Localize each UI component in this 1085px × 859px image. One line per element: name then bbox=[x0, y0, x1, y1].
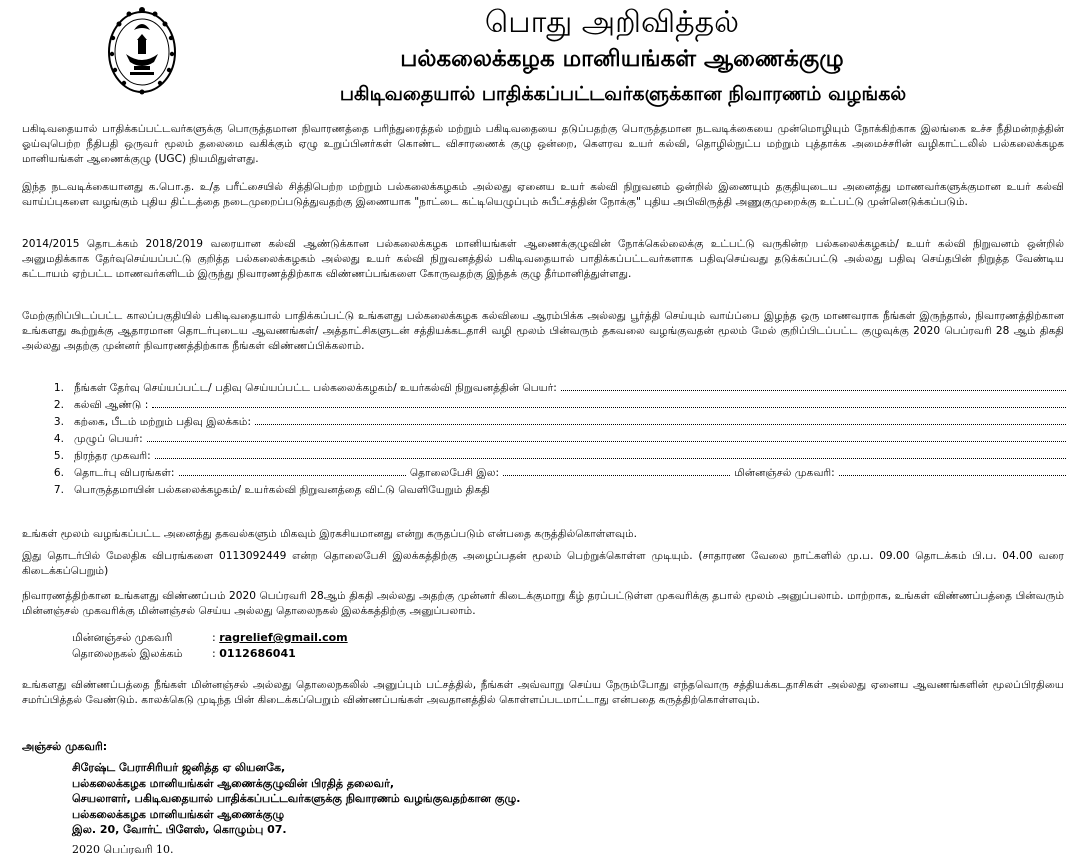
form-row-1 bbox=[40, 380, 1070, 397]
paragraph-5: உங்களது விண்ணப்பத்தை நீங்கள் மின்னஞ்சல் அல்லது தொலைநகலில் அனுப்பும் பட்சத்தில், நீங்கள் அவ்வாறு செய்ய நேரும்போது எந்தவொரு சத்தியக்கடதாசிகள் அல்லது ஏனைய ஆவணங்களின் மூலப்பிரதியை சமர்ப்பித்தல் வேண்டும். காலக்கெடு முடிந்த பின் கிடைக்கப்பெறும் விண்ணப்பங்கள் அவதானத்தில் கொள்ளப்படமாட்டாது என்பதை கருத்திற்கொள்ளவும். bbox=[22, 679, 1064, 706]
notice-heading: பகிடிவதையால் பாதிக்கப்பட்டவர்களுக்கான நிவாரணம் வழங்கல் bbox=[339, 83, 907, 105]
separator: : bbox=[212, 631, 216, 644]
form-fill-line[interactable] bbox=[147, 433, 1066, 442]
phone-info-note: இது தொடர்பில் மேலதிக விபரங்களை 0113092449 என்ற தொலைபேசி இலக்கத்திற்கு அழைப்பதன் மூலம் பெற்றுக்கொள்ள முடியும். (சாதாரண வேலை நாட்களில் மு.ப. 09.00 தொடக்கம் பி.ப. 04.00 வரை கிடைக்கப்பெறும்) bbox=[22, 550, 1064, 577]
address-line: சிரேஷ்ட பேராசிரியர் ஜனித்த ஏ லியனகே, bbox=[72, 761, 286, 774]
form-item-number: 4. bbox=[53, 433, 64, 445]
form-fill-line[interactable] bbox=[255, 416, 1066, 425]
form-item-label-phone: தொலைபேசி இல: bbox=[409, 467, 500, 479]
application-form bbox=[40, 380, 1070, 499]
paragraph-4: மேற்குறிப்பிடப்பட்ட காலப்பகுதியில் பகிடிவதையால் பாதிக்கப்பட்டு உங்களது பல்கலைக்கழக கல்வியை ஆரம்பிக்க அல்லது பூர்த்தி செய்யும் வாய்ப்பை இழந்த ஒரு மாணவராக நீங்கள் இருந்தால், நிவாரணத்திற்கான உங்களது கூற்றுக்கு ஆதாரமான தொடர்புடைய ஆவணங்கள்/ அத்தாட்சிகளுடன் சத்தியக்கடதாசி வழி மூலம் பின்வரும் தகவலை வழங்குவதன் மூலம் மேல் குறிப்பிடப்பட்ட குழுவுக்கு 2020 பெப்ரவரி 28 ஆம் திகதி அல்லது அதற்கு முன்னர் நிவாரணத்திற்காக நீங்கள் விண்ணப்பிக்கலாம். bbox=[22, 310, 1064, 352]
form-row-5 bbox=[40, 448, 1070, 465]
confidentiality-note: உங்கள் மூலம் வழங்கப்பட்ட அனைத்து தகவல்களும் மிகவும் இரகசியமானது என்று கருதப்படும் என்பதை கருத்தில்கொள்ளவும். bbox=[22, 528, 638, 540]
form-item-label: கற்கை, பீடம் மற்றும் பதிவு இலக்கம்: bbox=[74, 416, 252, 428]
paragraph-3: 2014/2015 தொடக்கம் 2018/2019 வரையான கல்வி ஆண்டுக்கான பல்கலைக்கழக மானியங்கள் ஆணைக்குழுவின் நோக்கெல்லைக்கு உட்பட்டு வருகின்ற பல்கலைக்கழகம்/ உயர் கல்வி நிறுவனம் ஒன்றில் அனுமதிக்காக தேர்வுசெய்யப்பட்டு குறித்த பல்கலைக்கழகம் அல்லது உயர் கல்வி நிறுவனத்தில் பகிடிவதையால் பாதிக்கப்பட்டவர்களாக பதிவுசெய்வது தடுக்கப்பட்டு அல்லது பதிவு செய்தபின் நிறுத்த வேண்டிய கட்டாயம் ஏற்பட்ட மாணவர்களிடம் இருந்து நிவாரணத்திற்காக விண்ணப்பங்களை கோருவதற்கு இந்தக் குழு தீர்மானித்துள்ளது. bbox=[22, 238, 1064, 280]
form-item-label: முழுப் பெயர்: bbox=[74, 433, 143, 445]
form-item-label: தொடர்பு விபரங்கள்: bbox=[74, 467, 175, 479]
address-line: இல. 20, வோர்ட் பிளேஸ், கொழும்பு 07. bbox=[72, 823, 287, 836]
postal-address bbox=[72, 760, 520, 838]
submission-note: நிவாரணத்திற்கான உங்களது விண்ணப்பம் 2020 பெப்ரவரி 28ஆம் திகதி அல்லது அதற்கு முன்னர் கிடைக்குமாறு கீழ் தரப்பட்டுள்ள முகவரிக்கு தபால் மூலம் அனுப்பலாம். மாற்றாக, உங்கள் விண்ணப்பத்தை பின்வரும் மின்னஞ்சல் முகவரிக்கு மின்னஞ்சல் செய்ய அல்லது தொலைநகல் இலக்கத்திற்கு அனுப்பலாம். bbox=[22, 590, 1064, 617]
form-row-7 bbox=[40, 482, 1070, 499]
form-item-number: 7. bbox=[53, 484, 64, 496]
separator: : bbox=[212, 647, 216, 660]
address-line: பல்கலைக்கழக மானியங்கள் ஆணைக்குழுவின் பிரதித் தலைவர், bbox=[72, 776, 395, 790]
form-item-label: பொருத்தமாயின் பல்கலைக்கழகம்/ உயர்கல்வி நிறுவனத்தை விட்டு வெளியேறும் திகதி bbox=[74, 484, 490, 496]
fax-number: 0112686041 bbox=[219, 647, 296, 660]
form-row-4 bbox=[40, 431, 1070, 448]
email-label: மின்னஞ்சல் முகவரி bbox=[72, 631, 173, 644]
form-item-number: 3. bbox=[53, 416, 64, 428]
form-item-label-email: மின்னஞ்சல் முகவரி: bbox=[734, 467, 835, 479]
paragraph-1: பகிடிவதையால் பாதிக்கப்பட்டவர்களுக்கு பொருத்தமான நிவாரணத்தை பரிந்துரைத்தல் மற்றும் பகிடிவதையை தடுப்பதற்கு பொருத்தமான நடவடிக்கையை முன்மொழியும் நோக்கிற்காக இலங்கை உச்ச நீதிமன்றத்தின் ஓய்வுபெற்ற நீதிபதி ஒருவர் மூலம் தலைமை வகிக்கும் ஏழு உறுப்பினர்கள் கொண்ட விசாரணைக் குழு ஒன்றை, கௌரவ உயர் கல்வி, தொழில்நுட்ப மற்றும் புத்தாக்க அமைச்சரின் வழிகாட்டலில் பல்கலைக்கழக மானியங்கள் ஆணைக்குழு (UGC) நியமிதுள்ளது. bbox=[22, 123, 1064, 165]
fax-label: தொலைநகல் இலக்கம் bbox=[72, 647, 183, 660]
address-line: செயலாளர், பகிடிவதையால் பாதிக்கப்பட்டவர்களுக்கு நிவாரணம் வழங்குவதற்கான குழு. bbox=[72, 792, 521, 805]
form-item-label: நிரந்தர முகவரி: bbox=[74, 450, 151, 462]
form-item-number: 1. bbox=[53, 382, 64, 394]
address-heading: அஞ்சல் முகவரி: bbox=[22, 740, 108, 753]
form-fill-line[interactable] bbox=[152, 399, 1066, 408]
form-item-number: 2. bbox=[53, 399, 64, 411]
form-fill-line[interactable] bbox=[155, 450, 1066, 459]
form-fill-line[interactable] bbox=[503, 467, 730, 476]
form-fill-line[interactable] bbox=[561, 382, 1066, 391]
form-row-6 bbox=[40, 465, 1070, 482]
form-item-number: 6. bbox=[53, 467, 64, 479]
commission-name: பல்கலைக்கழக மானியங்கள் ஆணைக்குழு bbox=[400, 45, 844, 72]
notice-title: பொது அறிவித்தல் bbox=[484, 5, 740, 40]
address-line: பல்கலைக்கழக மானியங்கள் ஆணைக்குழு bbox=[72, 807, 285, 821]
paragraph-2: இந்த நடவடிக்கையானது க.பொ.த. உ/த பரீட்சையில் சித்திபெற்ற மற்றும் பல்கலைக்கழகம் அல்லது ஏனைய உயர் கல்வி நிறுவனம் ஒன்றில் இணையும் தகுதியுடைய அனைத்து மாணவர்களுக்குமான உயர் கல்வி வாய்ப்புகளை வழங்கும் புதிய திட்டத்தை நடைமுறைப்படுத்துவதற்கு இணையாக "நாட்டை கட்டியெழுப்பும் சுபீட்சத்தின் நோக்கு" புதிய அபிவிருத்தி அணுகுமுறைக்கு உட்பட்டு முன்னெடுக்கப்படும். bbox=[22, 181, 1064, 208]
form-fill-line[interactable] bbox=[179, 467, 406, 476]
notice-date: 2020 பெப்ரவரி 10. bbox=[72, 843, 174, 856]
university-grants-commission-emblem bbox=[104, 0, 180, 98]
form-fill-line[interactable] bbox=[839, 467, 1066, 476]
contact-block bbox=[72, 630, 348, 662]
form-row-3 bbox=[40, 414, 1070, 431]
email-row bbox=[72, 630, 348, 646]
form-item-label: கல்வி ஆண்டு : bbox=[74, 399, 149, 411]
email-link[interactable]: ragrelief@gmail.com bbox=[219, 631, 348, 644]
fax-row bbox=[72, 646, 348, 662]
form-row-2 bbox=[40, 397, 1070, 414]
form-item-label: நீங்கள் தேர்வு செய்யப்பட்ட/ பதிவு செய்யப்பட்ட பல்கலைக்கழகம்/ உயர்கல்வி நிறுவனத்தின் பெயர்: bbox=[74, 382, 557, 394]
form-item-number: 5. bbox=[53, 450, 64, 462]
